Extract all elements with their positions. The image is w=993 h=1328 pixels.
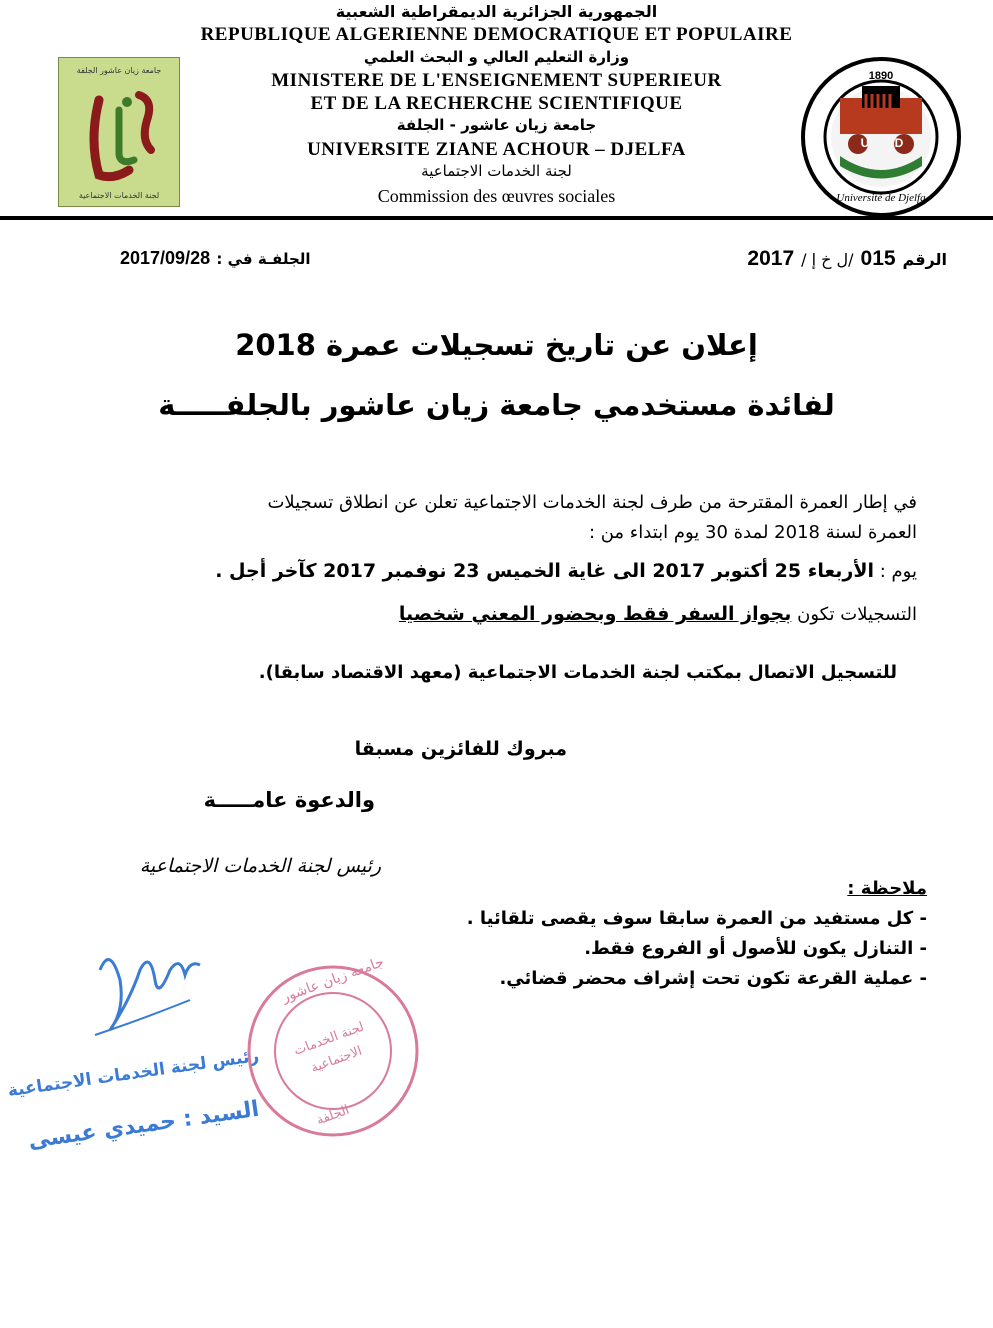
university-seal (800, 56, 962, 218)
header-fr-university: UNIVERSITE ZIANE ACHOUR – DJELFA (307, 139, 686, 160)
header-fr-ministry-2: ET DE LA RECHERCHE SCIENTIFIQUE (310, 93, 683, 114)
ref-date: 2017/09/28 (120, 248, 211, 268)
registration-requirement: بجواز السفر فقط وبحضور المعني شخصيا (398, 603, 792, 625)
header-ar-university: جامعة زيان عاشور - الجلفة (396, 116, 597, 134)
ref-number-label: الرقم (902, 250, 947, 269)
announcement-subtitle: لفائدة مستخدمي جامعة زيان عاشور بالجلفـــــة (158, 388, 835, 422)
commission-logo (58, 57, 180, 207)
reference-date (120, 248, 311, 269)
header-divider (0, 216, 993, 220)
header-fr-ministry-1: MINISTERE DE L'ENSEIGNEMENT SUPERIEUR (271, 70, 722, 91)
header-ar-ministry: وزارة التعليم العالي و البحث العلمي (363, 48, 630, 66)
body-line-4-prefix: التسجيلات تكون (797, 604, 917, 625)
body-line-2: العمرة لسنة 2018 لمدة 30 يوم ابتداء من : (588, 522, 917, 543)
stamp-center-text: لجنة الخدمات الاجتماعية (292, 1019, 367, 1076)
body-line-3-prefix: يوم : (879, 561, 917, 582)
header-fr-republic: REPUBLIQUE ALGERIENNE DEMOCRATIQUE ET POPULAIRE (200, 24, 793, 45)
notes-heading: ملاحظة : (847, 878, 927, 899)
logo-top-text: جامعة زيان عاشور الجلفة (76, 66, 162, 75)
signature-title-handwritten: رئيس لجنة الخدمات الاجتماعية (139, 855, 381, 877)
congrats-text: مبروك للفائزين مسبقا (354, 738, 567, 760)
note-item: - كل مستفيد من العمرة سابقا سوف يقصى تلقائيا . (466, 908, 927, 929)
stamp-bottom-text: الجلفة (314, 1102, 352, 1129)
body-line-4 (399, 603, 917, 625)
header-ar-commission: لجنة الخدمات الاجتماعية (421, 162, 572, 180)
header-fr-commission: Commission des œuvres sociales (377, 186, 616, 206)
handwritten-signature-icon (80, 940, 220, 1050)
body-line-1: في إطار العمرة المقترحة من طرف لجنة الخدمات الاجتماعية تعلن عن انطلاق تسجيلات (267, 492, 917, 513)
stamp-ring-text: جامعة زيان عاشور (279, 954, 387, 1006)
official-stamp (244, 954, 422, 1140)
seal-year: 1890 (868, 70, 894, 82)
logo-bottom-text: لجنة الخدمات الاجتماعية (78, 191, 160, 200)
signature-stamp-title: رئيس لجنة الخدمات الاجتماعية (6, 1046, 261, 1102)
note-item: - عملية القرعة تكون تحت إشراف محضر قضائي. (499, 968, 927, 989)
ref-number: 015 (860, 247, 896, 270)
announcement-title: إعلان عن تاريخ تسجيلات عمرة 2018 (235, 328, 758, 362)
seal-letters: U D (860, 136, 904, 150)
ref-code: /ل خ إ / (801, 250, 854, 269)
ref-year: 2017 (747, 247, 795, 270)
seal-bottom-text: Université de Djelfa (836, 192, 926, 204)
registration-period: الأربعاء 25 أكتوبر 2017 الى غاية الخميس 23 نوفمبر 2017 كآخر أجل . (215, 560, 875, 582)
invite-text: والدعوة عامـــــة (203, 788, 375, 812)
body-line-5: للتسجيل الاتصال بمكتب لجنة الخدمات الاجتماعية (معهد الاقتصاد سابقا). (258, 662, 897, 683)
ref-date-label: الجلفـة في : (216, 250, 311, 268)
commission-emblem-icon (59, 80, 179, 190)
note-item: - التنازل يكون للأصول أو الفروع فقط. (584, 938, 927, 959)
header-ar-republic: الجمهورية الجزائرية الديمقراطية الشعبية (335, 2, 658, 21)
reference-number (747, 246, 947, 271)
signature-stamp-name: السيد : حميدي عيسى (26, 1096, 261, 1154)
body-line-3 (215, 560, 917, 582)
